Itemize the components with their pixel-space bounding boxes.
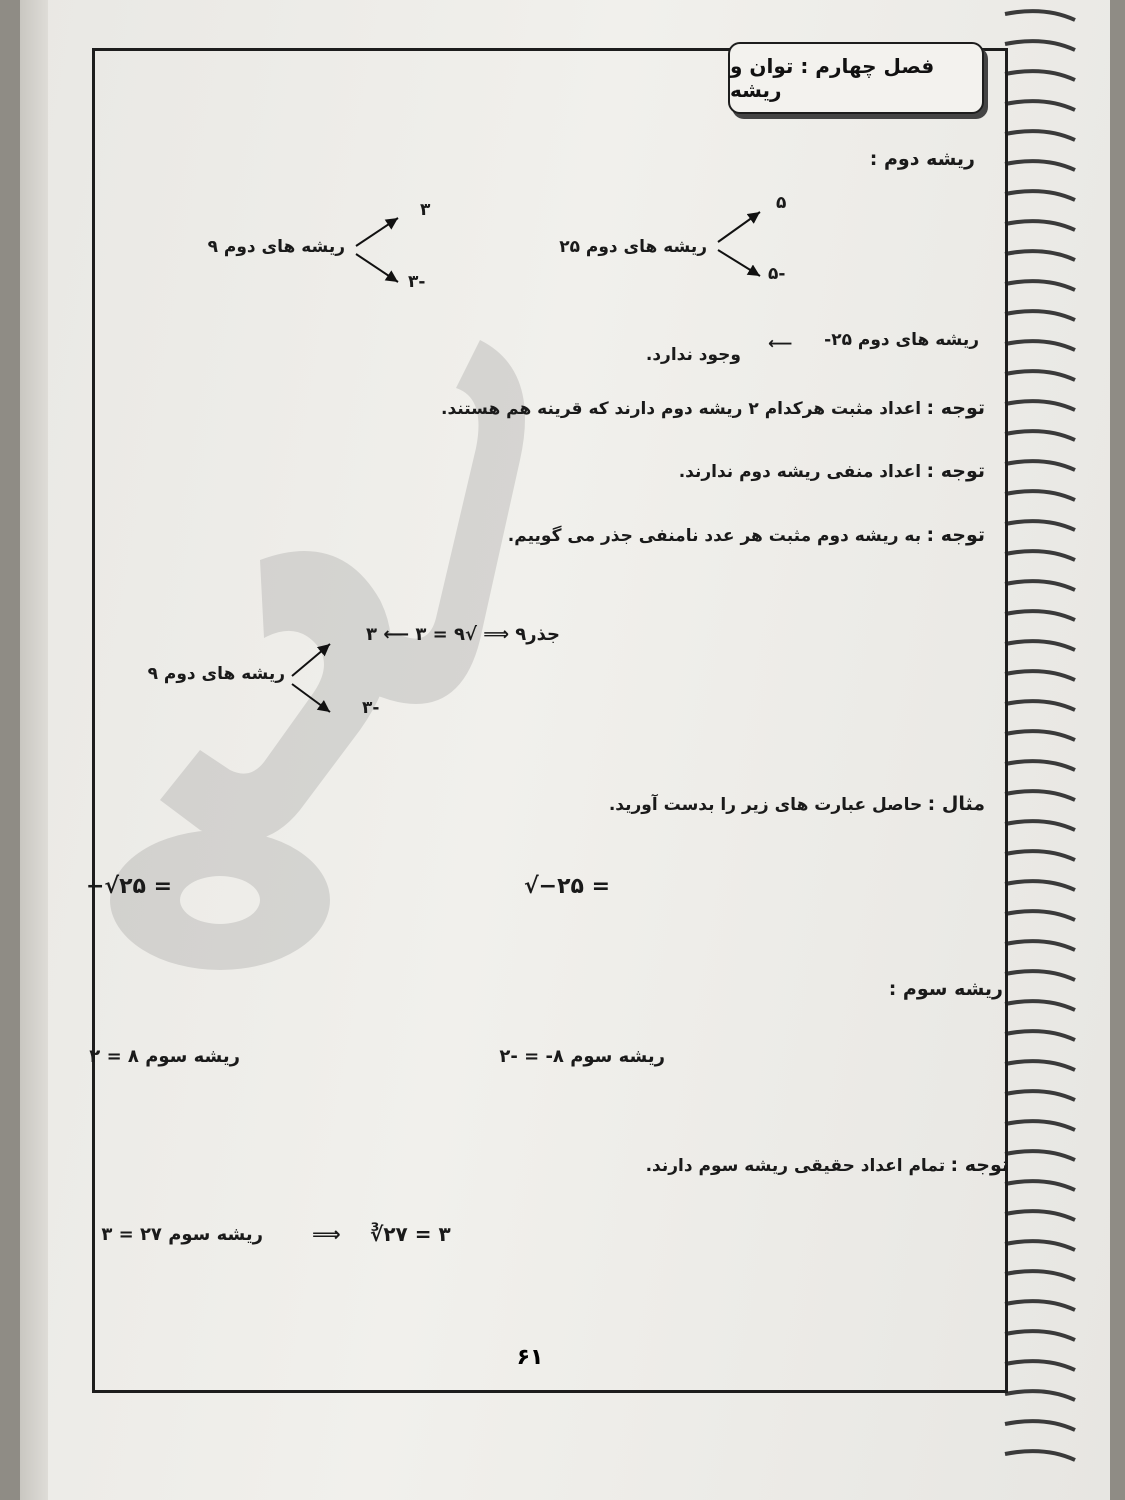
note-2 (679, 460, 985, 482)
cube-root-27: ریشه سوم ۲۷ = ۳ (101, 1224, 263, 1245)
roots25-label: ریشه های دوم ۲۵ (559, 237, 707, 257)
expression-negative-sqrt: −√۲۵ = (86, 874, 173, 899)
neg25-arrow: ⟵ (768, 334, 793, 354)
expression-sqrt-negative: √−۲۵ = (524, 874, 611, 899)
diagram2-label: ریشه های دوم ۹ (147, 664, 285, 684)
note-1-label: توجه : (926, 397, 985, 419)
note-2-label: توجه : (926, 460, 985, 482)
roots25-positive: ۵ (776, 193, 787, 213)
neg25-result: وجود ندارد. (645, 345, 741, 365)
note-1-text: اعداد مثبت هرکدام ۲ ریشه دوم دارند که قرینه هم هستند. (440, 399, 922, 419)
roots9-positive: ۳ (420, 200, 431, 220)
note-4-label: توجه : (950, 1154, 1009, 1176)
cube-root-negative-8: ریشه سوم ۸- = -۲ (499, 1046, 665, 1067)
note-3 (508, 524, 985, 546)
square-root-heading: ریشه دوم : (869, 148, 975, 170)
note-3-text: به ریشه دوم مثبت هر عدد نامنفی جذر می گوییم. (507, 526, 922, 546)
note-3-label: توجه : (926, 524, 985, 546)
neg25-label: ریشه های دوم ۲۵- (824, 330, 979, 350)
example-line (609, 793, 985, 815)
page-number: ۶۱ (516, 1345, 544, 1370)
note-4-text: تمام اعداد حقیقی ریشه سوم دارند. (645, 1156, 946, 1176)
implies-arrow: ⟹ (312, 1222, 341, 1246)
roots9-negative: -۳ (408, 272, 426, 292)
roots9-label: ریشه های دوم ۹ (207, 237, 345, 257)
diagram2-negative: -۳ (362, 698, 380, 718)
roots25-negative: -۵ (768, 264, 786, 284)
chapter-title: فصل چهارم : توان و ریشه (728, 42, 984, 114)
cube-root-heading: ریشه سوم : (888, 978, 1003, 1000)
note-4 (646, 1154, 1009, 1176)
cube-root-27-radical: ∛۲۷ = ۳ (370, 1222, 451, 1246)
cube-root-8: ریشه سوم ۸ = ۲ (89, 1046, 240, 1067)
example-label: مثال : (927, 793, 985, 815)
diagram2-positive-expression: ۳ ⟵ جذر۹ ⟹ √۹ = ۳ (366, 624, 561, 645)
note-2-text: اعداد منفی ریشه دوم ندارند. (678, 462, 922, 482)
example-text: حاصل عبارت های زیر را بدست آورید. (608, 795, 923, 815)
note-1 (441, 397, 985, 419)
